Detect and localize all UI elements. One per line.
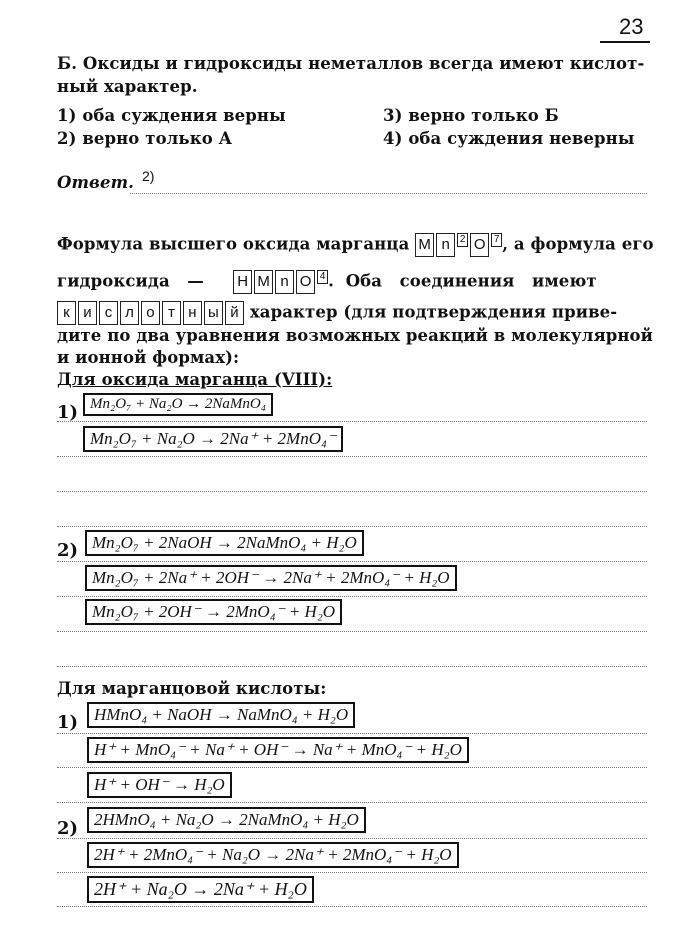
answer-line (57, 767, 647, 768)
oxide-formula-cells (415, 233, 502, 257)
equation-full-ionic: 2H⁺ + 2MnO₄⁻ + Na₂O → 2Na⁺ + 2MnO₄⁻ + H₂O (87, 842, 459, 868)
answer-line (57, 491, 647, 492)
letter-cell: о (141, 301, 160, 325)
answer-line (57, 596, 647, 597)
answer-line (57, 733, 647, 734)
letter-cell: O (470, 233, 489, 257)
equation-molecular: Mn₂O₇ + Na₂O → 2NaMnO₄ (83, 393, 273, 416)
equation-ionic: Mn₂O₇ + Na₂O → 2Na⁺ + 2MnO₄⁻ (83, 426, 343, 452)
formula-line-1 (57, 233, 654, 257)
hydroxide-formula-cells (233, 270, 328, 294)
answer-line (57, 456, 647, 457)
option-1: 1) оба суждения верны (57, 106, 286, 125)
formula-line-5: и ионной формах): (57, 348, 240, 367)
equation-short-ionic: Mn₂O₇ + 2OH⁻ → 2MnO₄⁻ + H₂O (85, 599, 342, 625)
answer-line (57, 421, 647, 422)
answer-line (57, 906, 647, 907)
letter-cell: n (436, 233, 455, 257)
formula-line-2 (57, 270, 597, 294)
acid-heading: Для марганцовой кислоты: (57, 679, 327, 698)
letter-cell: M (415, 233, 434, 257)
oxide-heading: Для оксида марганца (VIII): (57, 370, 333, 389)
letter-cell: н (183, 301, 202, 325)
answer-line (57, 838, 647, 839)
letter-cell: с (99, 301, 118, 325)
letter-cell: ы (204, 301, 223, 325)
equation-short-ionic: H⁺ + OH⁻ → H₂O (87, 772, 232, 798)
option-2: 2) верно только А (57, 129, 233, 148)
character-cells (57, 301, 244, 325)
letter-cell: л (120, 301, 139, 325)
letter-cell: n (275, 270, 294, 294)
page-number-rule (600, 41, 650, 43)
letter-cell: и (78, 301, 97, 325)
formula-text: гидроксида — (57, 271, 204, 291)
answer-line (57, 526, 647, 527)
formula-line-3 (57, 301, 617, 325)
answer-line (57, 872, 647, 873)
reaction-number: 2) (57, 540, 79, 561)
statement-b-line1: Б. Оксиды и гидроксиды неметаллов всегда имеют кислот- (57, 54, 645, 73)
letter-cell: й (225, 301, 244, 325)
letter-cell: O (296, 270, 315, 294)
option-3: 3) верно только Б (383, 106, 559, 125)
equation-molecular: Mn₂O₇ + 2NaOH → 2NaMnO₄ + H₂O (85, 530, 364, 556)
reaction-number: 2) (57, 818, 79, 839)
formula-text: характер (для подтверждения приве- (249, 302, 618, 322)
reaction-number: 1) (57, 712, 79, 733)
answer-line (57, 631, 647, 632)
answer-value: 2) (142, 168, 155, 184)
statement-b-line2: ный характер. (57, 77, 198, 96)
formula-text: . Оба соединения имеют (328, 271, 597, 291)
formula-text: , а формула его (502, 234, 654, 254)
equation-molecular: HMnO₄ + NaOH → NaMnO₄ + H₂O (87, 702, 355, 728)
page-number: 23 (619, 14, 644, 39)
formula-line-4: дите по два уравнения возможных реакций в молекулярной (57, 326, 653, 345)
index-cell: 4 (317, 270, 328, 284)
equation-short-ionic: 2H⁺ + Na₂O → 2Na⁺ + H₂O (87, 876, 314, 903)
letter-cell: к (57, 301, 76, 325)
option-4: 4) оба суждения неверны (383, 129, 635, 148)
answer-line (57, 802, 647, 803)
equation-molecular: 2HMnO₄ + Na₂O → 2NaMnO₄ + H₂O (87, 807, 366, 833)
equation-full-ionic: H⁺ + MnO₄⁻ + Na⁺ + OH⁻ → Na⁺ + MnO₄⁻ + H₂O (87, 737, 469, 763)
formula-text: Формула высшего оксида марганца (57, 234, 410, 254)
answer-line (57, 561, 647, 562)
index-cell: 2 (457, 233, 468, 247)
equation-full-ionic: Mn₂O₇ + 2Na⁺ + 2OH⁻ → 2Na⁺ + 2MnO₄⁻ + H₂O (85, 565, 457, 591)
letter-cell: M (254, 270, 273, 294)
answer-line (57, 666, 647, 667)
letter-cell: H (233, 270, 252, 294)
letter-cell: т (162, 301, 181, 325)
answer-label: Ответ. (57, 173, 134, 192)
reaction-number: 1) (57, 402, 79, 423)
answer-line (130, 193, 647, 194)
index-cell: 7 (491, 233, 502, 247)
